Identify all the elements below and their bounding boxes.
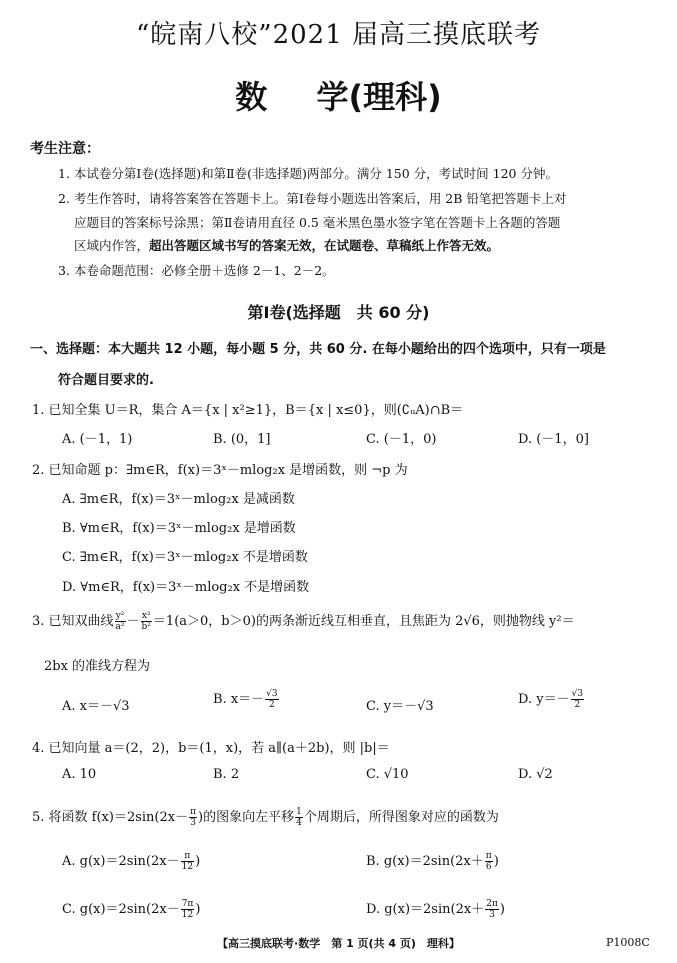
notice-item-2-line-2: 应题目的答案标号涂黑；第Ⅱ卷请用直径 0.5 毫米黑色墨水签字笔在答题卡上各题的答题: [74, 215, 561, 230]
q5-option-c-num: 7π: [181, 899, 194, 909]
notice-item-2-warning: 超出答题区域书写的答案无效，在试题卷、草稿纸上作答无效。: [149, 238, 500, 253]
q3-option-d-fraction: [571, 689, 584, 710]
q3-stem-line-2: 2bx 的准线方程为: [44, 659, 151, 674]
q2-option-c: C. ∃m∈R，f(x)＝3ˣ－mlog₂x 不是增函数: [62, 550, 308, 565]
q5-option-d-fraction: [485, 899, 499, 920]
q5-option-b-pre: B. g(x)＝2sin(2x＋: [366, 854, 484, 869]
q3-option-b-fraction: [265, 689, 278, 710]
q5-option-a-den: 12: [181, 862, 194, 872]
q5-option-c-fraction: [181, 899, 195, 920]
notice-heading: 考生注意：: [30, 141, 100, 157]
q5-option-a-num: π: [181, 851, 194, 862]
q3-option-d: [518, 688, 585, 710]
notice-item-2-line-1: 2. 考生作答时，请将答案答在答题卡上。第Ⅰ卷每小题选出答案后，用 2B 铅笔把答题卡上对: [58, 191, 567, 206]
q4-option-c: C. √10: [366, 767, 409, 782]
q3-option-d-den: 2: [574, 700, 581, 710]
q3-fraction-x: [141, 611, 152, 632]
q5-option-c-post: ): [195, 902, 201, 917]
q5-stem-post: 个周期后，所得图象对应的函数为: [303, 810, 499, 825]
q5-option-a: [62, 850, 200, 872]
q5-stem-mid: )的图象向左平移: [198, 810, 295, 825]
subject-title: 数 学(理科): [235, 78, 442, 116]
q4-stem: 4. 已知向量 a＝(2，2)，b＝(1，x)，若 a∥(a＋2b)，则 |b|＝: [32, 741, 390, 756]
notice-item-2-line-3: [74, 236, 499, 254]
q5-option-a-fraction: [181, 851, 194, 872]
q2-option-a: A. ∃m∈R，f(x)＝3ˣ－mlog₂x 是减函数: [62, 492, 295, 507]
q2-option-b: B. ∀m∈R，f(x)＝3ˣ－mlog₂x 是增函数: [62, 521, 296, 536]
q1-stem: 1. 已知全集 U＝R，集合 A＝{x | x²≥1}，B＝{x | x≤0}，则(∁ᵤA)∩B＝: [32, 403, 464, 418]
paper-code: P1008C: [606, 936, 650, 949]
q5-option-c-pre: C. g(x)＝2sin(2x－: [62, 902, 180, 917]
q5-fraction-pi3: [189, 807, 197, 828]
q5-option-b-num: π: [485, 851, 492, 861]
q2-stem: 2. 已知命题 p：∃m∈R，f(x)＝3ˣ－mlog₂x 是增函数，则 ¬p 为: [32, 463, 408, 478]
q3-option-b-pre: B. x＝－: [213, 692, 265, 707]
q5-option-d-num: 2π: [486, 899, 498, 909]
q5-stem-pre: 5. 将函数 f(x)＝2sin(2x－: [32, 810, 189, 825]
q3-stem-post: ＝1(a＞0，b＞0)的两条渐近线互相垂直，且焦距为 2√6，则抛物线 y²＝: [152, 614, 575, 629]
q3-option-c: C. y＝－√3: [366, 699, 434, 714]
q1-option-c: C. (－1，0): [366, 432, 437, 447]
notice-item-1: 1. 本试卷分第Ⅰ卷(选择题)和第Ⅱ卷(非选择题)两部分。满分 150 分，考试时间 120 分钟。: [58, 166, 558, 181]
q5-stem: [32, 806, 499, 828]
q3-option-d-pre: D. y＝－: [518, 692, 570, 707]
q5-option-c-den: 12: [181, 910, 194, 920]
q1-option-a: A. (－1，1): [62, 432, 133, 447]
q5-option-a-post: ): [195, 854, 201, 869]
q5-fraction-pi3-num: π: [190, 807, 197, 817]
q4-option-b: B. 2: [213, 767, 240, 782]
q3-fraction-y-num: y²: [115, 611, 125, 621]
q5-option-b-den: 6: [485, 862, 492, 872]
q5-option-a-pre: A. g(x)＝2sin(2x－: [62, 854, 180, 869]
q4-option-a: A. 10: [62, 767, 97, 782]
q1-option-d: D. (－1，0]: [518, 432, 589, 447]
q3-option-b-den: 2: [269, 700, 275, 710]
q5-option-b: [366, 850, 499, 872]
notice-item-3: 3. 本卷命题范围：必修全册＋选修 2－1、2－2。: [58, 263, 335, 278]
q3-fraction-y-den: a²: [115, 622, 125, 632]
q3-fraction-x-num: x²: [141, 611, 151, 621]
q3-option-d-num: √3: [571, 689, 584, 699]
q5-option-d-den: 3: [489, 910, 495, 920]
q3-option-b: [213, 688, 280, 710]
q4-option-d: D. √2: [518, 767, 553, 782]
q3-fraction-x-den: b²: [141, 622, 151, 632]
q1-option-b: B. (0，1]: [213, 432, 271, 447]
q5-fraction-quarter-den: 4: [296, 818, 302, 828]
section-instructions-line-1: 一、选择题：本大题共 12 小题，每小题 5 分，共 60 分. 在每小题给出的四个选项中，只有一项是: [30, 342, 606, 357]
q5-option-d: [366, 898, 505, 920]
q5-option-b-post: ): [493, 854, 499, 869]
q3-stem-pre: 3. 已知双曲线: [32, 614, 114, 629]
q5-option-d-pre: D. g(x)＝2sin(2x＋: [366, 902, 485, 917]
q5-option-b-fraction: [485, 851, 493, 872]
q5-fraction-pi3-den: 3: [190, 818, 196, 828]
q2-option-d: D. ∀m∈R，f(x)＝3ˣ－mlog₂x 不是增函数: [62, 580, 310, 595]
q5-fraction-quarter: [295, 807, 303, 828]
q3-option-b-num: √3: [266, 689, 278, 699]
page-footer: 【高三摸底联考·数学 第 1 页(共 4 页) 理科】: [217, 937, 460, 950]
q5-option-c: [62, 898, 200, 920]
exam-title: “皖南八校”2021 届高三摸底联考: [135, 20, 542, 50]
q3-option-a: A. x＝－√3: [62, 699, 130, 714]
section-instructions-line-2: 符合题目要求的.: [58, 373, 154, 388]
notice-item-2-line-3-normal: 区域内作答，: [74, 238, 150, 253]
q3-stem: [32, 610, 575, 632]
volume-heading: 第Ⅰ卷(选择题 共 60 分): [247, 303, 430, 322]
q3-fraction-y: [115, 611, 126, 632]
q5-fraction-quarter-num: 1: [296, 807, 302, 817]
q3-minus: －: [126, 614, 140, 629]
q5-option-d-post: ): [499, 902, 505, 917]
